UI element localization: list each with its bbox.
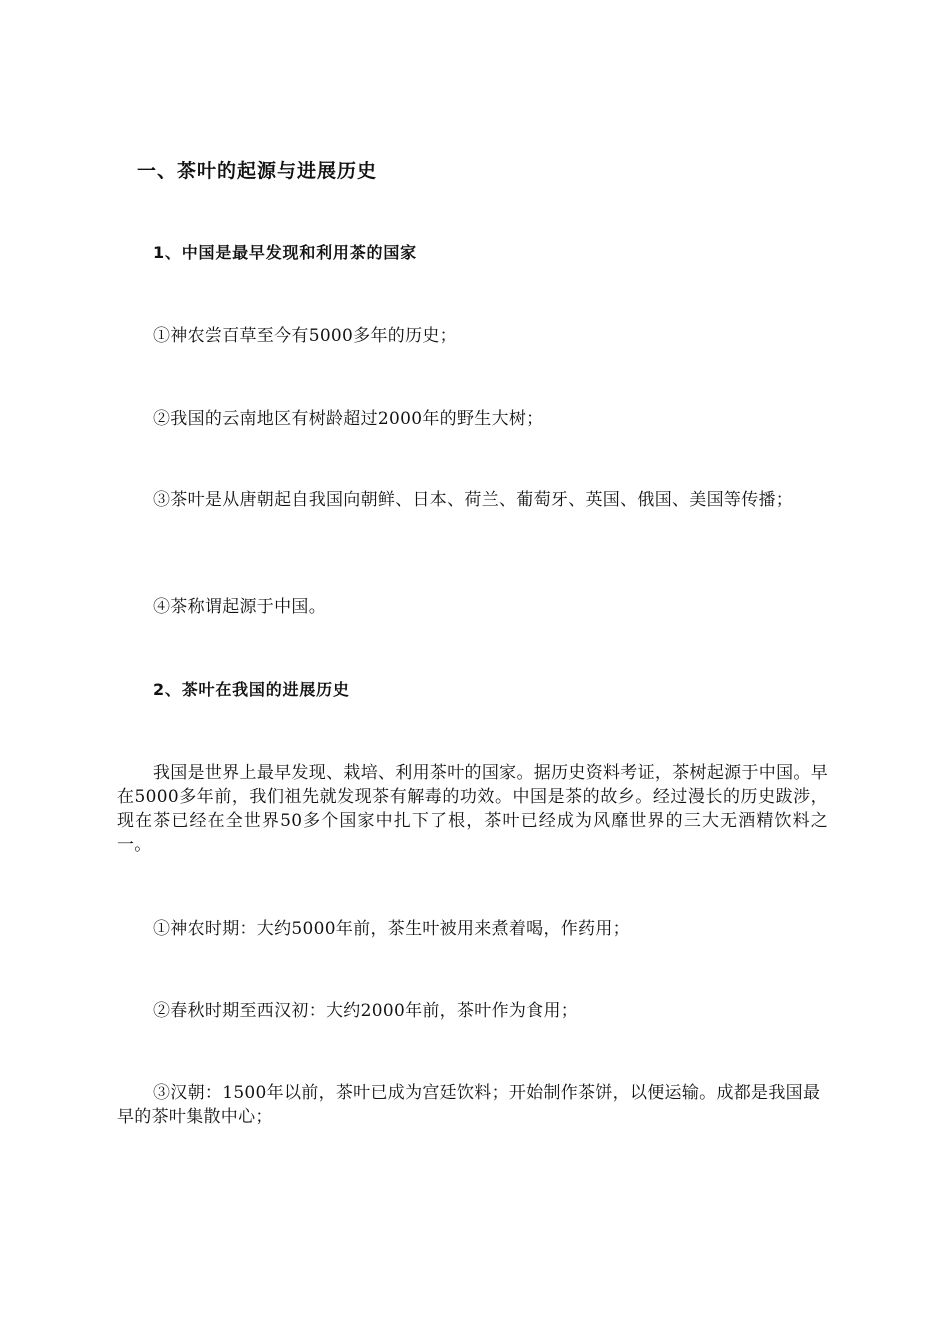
section-2-item-1: ①神农时期：大约5000年前，茶生叶被用来煮着喝，作药用； [153,919,630,939]
section-2-heading: 2、茶叶在我国的进展历史 [153,680,350,699]
section-2-item-2: ②春秋时期至西汉初：大约2000年前，茶叶作为食用； [153,1001,579,1021]
section-1-item-1: ①神农尝百草至今有5000多年的历史； [153,326,457,346]
section-1-item-3: ③茶叶是从唐朝起自我国向朝鲜、日本、荷兰、葡萄牙、英国、俄国、美国等传播； [153,490,794,510]
section-2-paragraph: 我国是世界上最早发现、栽培、利用茶叶的国家。据历史资料考证，茶树起源于中国。早在5000多年前，我们祖先就发现茶有解毒的功效。中国是茶的故乡。经过漫长的历史跋涉，现在茶已经在全世界50多个国家中扎下了根，茶叶已经成为风靡世界的三大无酒精饮料之一。 [117,763,828,855]
section-1-item-2: ②我国的云南地区有树龄超过2000年的野生大树； [153,409,544,429]
section-1-heading: 1、中国是最早发现和利用茶的国家 [153,243,417,262]
section-2-item-3: ③汉朝：1500年以前，茶叶已成为宫廷饮料；开始制作茶饼，以便运输。成都是我国最早的茶叶集散中心； [117,1083,821,1127]
main-heading: 一、茶叶的起源与进展历史 [137,160,378,182]
section-1-item-4: ④茶称谓起源于中国。 [153,597,326,617]
